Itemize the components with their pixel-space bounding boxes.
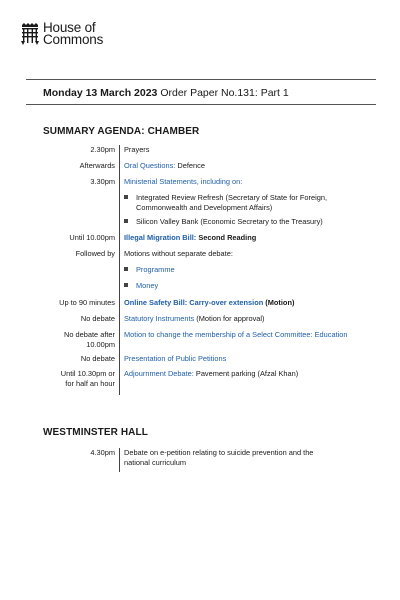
agenda-row bbox=[43, 281, 363, 298]
agenda-time: 3.30pm bbox=[90, 177, 115, 186]
chamber-agenda bbox=[43, 145, 363, 395]
agenda-item-detail: Defence bbox=[175, 161, 205, 170]
chamber-section-title: SUMMARY AGENDA: CHAMBER bbox=[43, 126, 200, 137]
agenda-row bbox=[43, 354, 363, 369]
agenda-item bbox=[120, 314, 363, 330]
agenda-item: Debate on e-petition relating to suicide prevention and the national curriculum bbox=[124, 448, 314, 467]
ministerial-statements-link[interactable]: Ministerial Statements, including on: bbox=[124, 177, 243, 186]
agenda-item bbox=[120, 330, 363, 354]
agenda-row bbox=[43, 145, 363, 161]
agenda-row bbox=[43, 314, 363, 330]
agenda-item-detail: (Motion) bbox=[263, 298, 295, 307]
square-bullet-icon bbox=[124, 283, 128, 287]
public-petitions-link[interactable]: Presentation of Public Petitions bbox=[124, 354, 227, 363]
logo-line-1: House of bbox=[43, 20, 96, 35]
agenda-sub-item bbox=[120, 265, 363, 281]
programme-link[interactable]: Programme bbox=[136, 265, 175, 274]
sub-item-text: Silicon Valley Bank (Economic Secretary to the Treasury) bbox=[136, 217, 323, 226]
westminster-hall-title: WESTMINSTER HALL bbox=[43, 427, 148, 438]
select-committee-motion-link[interactable]: Motion to change the membership of a Select Committee: Education bbox=[124, 330, 348, 339]
illegal-migration-bill-link[interactable]: Illegal Migration Bill: bbox=[124, 233, 197, 242]
header-paper: Order Paper No.131: Part 1 bbox=[160, 87, 289, 99]
agenda-row bbox=[43, 233, 363, 249]
agenda-time: No debate after 10.00pm bbox=[64, 330, 115, 349]
agenda-item bbox=[120, 369, 363, 395]
online-safety-bill-link[interactable]: Online Safety Bill: Carry-over extension bbox=[124, 298, 264, 307]
agenda-time: Afterwards bbox=[79, 161, 115, 170]
agenda-item-detail: Second Reading bbox=[196, 233, 257, 242]
agenda-time: Followed by bbox=[75, 249, 115, 258]
agenda-row bbox=[43, 161, 363, 177]
house-of-commons-logo bbox=[20, 22, 103, 46]
portcullis-icon bbox=[20, 22, 40, 46]
agenda-row bbox=[43, 330, 363, 354]
agenda-item bbox=[120, 161, 363, 177]
agenda-time: Up to 90 minutes bbox=[59, 298, 115, 307]
oral-questions-link[interactable]: Oral Questions: bbox=[124, 161, 176, 170]
agenda-sub-item bbox=[120, 191, 363, 217]
agenda-row bbox=[43, 249, 363, 265]
sub-item-text: Integrated Review Refresh (Secretary of State for Foreign, Commonwealth and Development Affairs) bbox=[136, 193, 328, 212]
logo-wordmark bbox=[43, 22, 103, 46]
westminster-agenda bbox=[43, 448, 363, 472]
agenda-row bbox=[43, 217, 363, 233]
agenda-time: No debate bbox=[80, 354, 115, 363]
agenda-item: Motions without separate debate: bbox=[124, 249, 233, 258]
square-bullet-icon bbox=[124, 195, 128, 199]
statutory-instruments-link[interactable]: Statutory Instruments bbox=[124, 314, 195, 323]
order-paper-header bbox=[43, 87, 289, 99]
agenda-sub-item bbox=[120, 217, 363, 233]
agenda-time: Until 10.00pm bbox=[69, 233, 115, 242]
agenda-row bbox=[43, 191, 363, 217]
agenda-row bbox=[43, 177, 363, 191]
agenda-time: 4.30pm bbox=[90, 448, 115, 457]
agenda-row bbox=[43, 369, 363, 395]
agenda-row bbox=[43, 448, 363, 472]
agenda-item bbox=[120, 298, 363, 314]
agenda-item: Prayers bbox=[124, 145, 150, 154]
agenda-item bbox=[120, 177, 363, 191]
header-bottom-rule bbox=[26, 104, 376, 105]
agenda-time: No debate bbox=[80, 314, 115, 323]
agenda-time: Until 10.30pm or for half an hour bbox=[60, 369, 115, 388]
agenda-item-detail: Pavement parking (Afzal Khan) bbox=[193, 369, 299, 378]
agenda-item bbox=[120, 354, 363, 369]
logo-line-2: Commons bbox=[43, 32, 104, 47]
square-bullet-icon bbox=[124, 219, 128, 223]
agenda-row bbox=[43, 298, 363, 314]
money-link[interactable]: Money bbox=[136, 281, 159, 290]
header-top-rule bbox=[26, 79, 376, 80]
agenda-sub-item bbox=[120, 281, 363, 298]
adjournment-debate-link[interactable]: Adjournment Debate: bbox=[124, 369, 194, 378]
agenda-item-detail: (Motion for approval) bbox=[194, 314, 265, 323]
agenda-item bbox=[120, 233, 363, 249]
header-date: Monday 13 March 2023 bbox=[43, 87, 158, 99]
square-bullet-icon bbox=[124, 267, 128, 271]
agenda-time: 2.30pm bbox=[90, 145, 115, 154]
agenda-row bbox=[43, 265, 363, 281]
